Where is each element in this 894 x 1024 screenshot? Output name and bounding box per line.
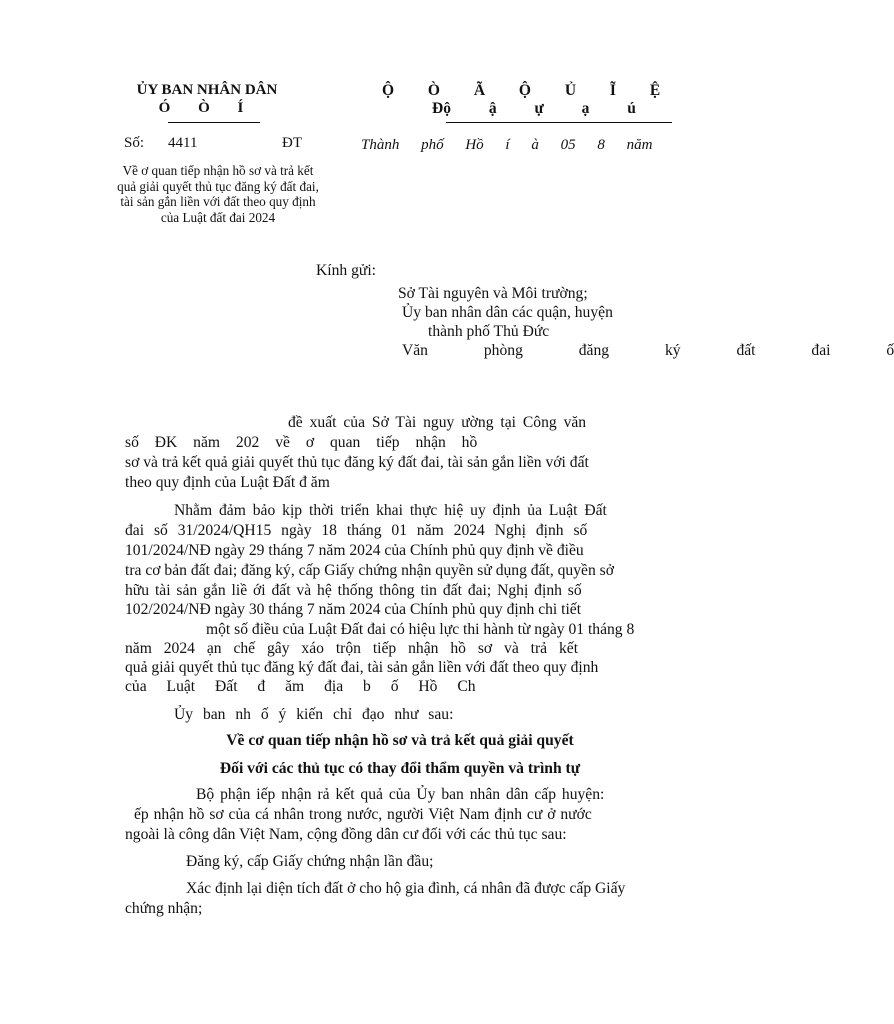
doc-number-suffix: ĐT (282, 135, 302, 151)
paragraph-line: 101/2024/NĐ ngày 29 tháng 7 năm 2024 của Chính phủ quy định về điều (125, 542, 584, 559)
agency-name: ỦY BAN NHÂN DÂN (136, 82, 278, 98)
paragraph-line: đề xuất của Sở Tài nguy ường tại Công văn (288, 414, 587, 431)
subject-line: quả giải quyết thủ tục đăng ký đất đai, (117, 178, 319, 194)
paragraph-line: Xác định lại diện tích đất ở cho hộ gia đình, cá nhân đã được cấp Giấy (186, 880, 626, 897)
national-motto-line2: Độ ậ ự ạ ú (432, 100, 636, 117)
recipient-item: Sở Tài nguyên và Môi trường; (398, 285, 588, 302)
paragraph-line: 102/2024/NĐ ngày 30 tháng 7 năm 2024 của Chính phủ quy định chi tiết (125, 601, 582, 618)
doc-number-value: 4411 (168, 135, 198, 151)
paragraph-line: Nhằm đảm bảo kịp thời triển khai thực hiệ uy định ủa Luật Đất (174, 502, 607, 519)
recipient-item: Văn phòng đăng ký đất đai ố (402, 342, 894, 359)
paragraph-line: số ĐK năm 202 về ơ quan tiếp nhận hồ (125, 434, 478, 451)
paragraph-line: tra cơ bản đất đai; đăng ký, cấp Giấy chứng nhận quyền sử dụng đất, quyền sở (125, 562, 614, 579)
subject-line: tài sản gắn liền với đất theo quy định (120, 194, 316, 209)
paragraph-line: hữu tài sản gắn liề ới đất và hệ thống thông tin đất đai; Nghị định số (125, 582, 582, 599)
paragraph-directive: Ủy ban nh ố ý kiến chỉ đạo như sau: (174, 706, 454, 723)
paragraph-line: sơ và trả kết quả giải quyết thủ tục đăng ký đất đai, tài sản gắn liền với đất (125, 454, 589, 471)
paragraph-line: Bộ phận iếp nhận rả kết quả của Ủy ban nhân dân cấp huyện: (196, 786, 605, 803)
subsection-heading: Đối với các thủ tục có thay đổi thẩm quyền và trình tự (219, 760, 581, 777)
paragraph-line: chứng nhận; (125, 900, 203, 917)
paragraph-line: ếp nhận hồ sơ của cá nhân trong nước, người Việt Nam định cư ở nước (134, 806, 592, 823)
paragraph-line: quả giải quyết thủ tục đăng ký đất đai, tài sản gắn liền với đất theo quy định (125, 659, 599, 676)
doc-subject (88, 163, 348, 225)
national-motto: Ộ Ò Ã Ộ Ủ Ĩ Ệ (382, 82, 661, 99)
place-date: Thành phố Hồ í à 05 8 năm (361, 137, 653, 153)
greeting: Kính gửi: (316, 262, 376, 279)
list-item: Đăng ký, cấp Giấy chứng nhận lần đầu; (186, 853, 434, 870)
doc-number-label: Số: (124, 135, 145, 151)
subject-line: của Luật đất đai 2024 (160, 209, 276, 225)
agency-name-line2: Ó Ò Í (158, 100, 256, 116)
paragraph-line: năm 2024 ạn chế gây xáo trộn tiếp nhận hồ sơ và trả kết (125, 640, 579, 657)
paragraph-line: đai số 31/2024/QH15 ngày 18 tháng 01 năm 2024 Nghị định số (125, 522, 588, 539)
paragraph-line: theo quy định của Luật Đất đ ăm (125, 474, 330, 491)
subject-line: Về ơ quan tiếp nhận hồ sơ và trả kết (122, 163, 314, 178)
paragraph-line: ngoài là công dân Việt Nam, cộng đồng dân cư đối với các thủ tục sau: (125, 826, 567, 843)
paragraph-line: một số điều của Luật Đất đai có hiệu lực thi hành từ ngày 01 tháng 8 (206, 621, 635, 638)
recipient-item: thành phố Thủ Đức (428, 323, 550, 340)
agency-underline (168, 122, 260, 123)
paragraph-line: của Luật Đất đ ăm địa b ố Hồ Ch (125, 678, 476, 695)
recipient-item: Ủy ban nhân dân các quận, huyện (402, 304, 613, 321)
motto-underline (446, 122, 672, 123)
section-heading: Về cơ quan tiếp nhận hồ sơ và trả kết quả giải quyết (226, 732, 574, 749)
